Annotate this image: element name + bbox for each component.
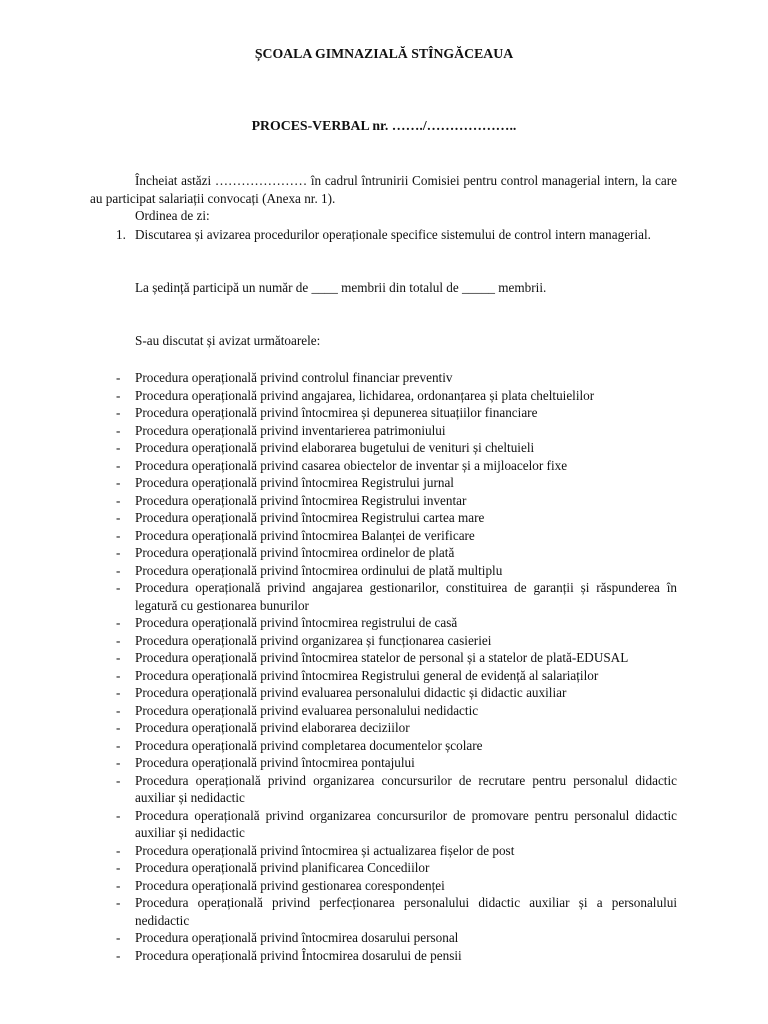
procedure-text: Procedura operațională privind întocmirea ordinului de plată multiplu: [135, 562, 503, 578]
bullet-dash: -: [116, 877, 121, 893]
procedure-item: [116, 807, 677, 842]
intro-paragraph: Încheiat astăzi ………………… în cadrul întrunirii Comisiei pentru control managerial intern, la care au participat salariații convocați (Anexa nr. 1).: [90, 173, 677, 206]
procedure-item: [116, 492, 677, 510]
procedure-text: Procedura operațională privind întocmirea dosarului personal: [135, 930, 459, 945]
procedures-list: [116, 369, 677, 964]
participants-line: La ședință participă un număr de ____ membrii din totalul de _____ membrii.: [135, 280, 547, 295]
bullet-dash: -: [116, 370, 121, 385]
procedure-item: [116, 387, 677, 405]
procedure-text: Procedura operațională privind controlul financiar preventiv: [135, 370, 453, 385]
bullet-dash: -: [116, 842, 121, 858]
bullet-dash: -: [116, 492, 121, 508]
procedure-text: Procedura operațională privind întocmirea pontajului: [135, 755, 415, 770]
procedure-text: Procedura operațională privind completarea documentelor școlare: [135, 737, 483, 753]
procedure-item: [116, 649, 677, 667]
bullet-dash: -: [116, 580, 121, 595]
procedure-text: Procedura operațională privind inventarierea patrimoniului: [135, 422, 446, 438]
procedure-text: Procedura operațională privind casarea obiectelor de inventar și a mijloacelor fixe: [135, 457, 568, 473]
bullet-dash: -: [116, 615, 121, 630]
bullet-dash: -: [116, 562, 121, 578]
procedure-item: [116, 562, 677, 580]
procedure-item: [116, 929, 677, 947]
bullet-dash: -: [116, 667, 121, 683]
procedure-text: Procedura operațională privind întocmirea ordinelor de plată: [135, 545, 455, 560]
bullet-dash: -: [116, 737, 121, 753]
bullet-dash: -: [116, 422, 121, 438]
procedure-text: Procedura operațională privind gestionarea corespondenței: [135, 877, 445, 893]
bullet-dash: -: [116, 702, 121, 718]
procedure-item: [116, 457, 677, 475]
procedure-item: [116, 877, 677, 895]
procedure-item: [116, 737, 677, 755]
procedure-item: [116, 947, 677, 965]
procedure-text: Procedura operațională privind întocmirea și depunerea situațiilor financiare: [135, 405, 538, 420]
bullet-dash: -: [116, 720, 121, 735]
procedure-item: [116, 667, 677, 685]
bullet-dash: -: [116, 947, 121, 963]
procedure-text: Procedura operațională privind întocmirea Balanței de verificare: [135, 527, 475, 543]
procedure-text: Procedura operațională privind întocmirea Registrului inventar: [135, 492, 467, 508]
bullet-dash: -: [116, 457, 121, 473]
discussed-label: S-au discutat și avizat următoarele:: [135, 333, 321, 348]
procedure-text: Procedura operațională privind întocmirea Registrului jurnal: [135, 475, 454, 490]
procedure-item: [116, 719, 677, 737]
procedure-item: [116, 684, 677, 702]
procedure-item: [116, 614, 677, 632]
procedure-item: [116, 579, 677, 614]
bullet-dash: -: [116, 807, 121, 823]
procedure-text: Procedura operațională privind organizarea concursurilor de promovare pentru personalul didactic auxiliar și nedidactic: [135, 807, 677, 840]
bullet-dash: -: [116, 860, 121, 875]
procedure-item: [116, 369, 677, 387]
document-title: PROCES-VERBAL nr. ……./………………..: [251, 118, 517, 133]
bullet-dash: -: [116, 387, 121, 403]
procedure-text: Procedura operațională privind organizarea și funcționarea casieriei: [135, 632, 492, 648]
procedure-item: [116, 422, 677, 440]
procedure-item: [116, 859, 677, 877]
bullet-dash: -: [116, 510, 121, 525]
agenda-label: Ordinea de zi:: [135, 208, 210, 223]
procedure-text: Procedura operațională privind angajarea gestionarilor, constituirea de garanții și răspunderea în legatură cu gestionarea bunurilor: [135, 580, 677, 613]
procedure-text: Procedura operațională privind organizarea concursurilor de recrutare pentru personalul didactic auxiliar și nedidactic: [135, 772, 677, 805]
procedure-item: [116, 754, 677, 772]
procedure-item: [116, 404, 677, 422]
bullet-dash: -: [116, 895, 121, 910]
procedure-text: Procedura operațională privind evaluarea personalului nedidactic: [135, 702, 479, 718]
procedure-text: Procedura operațională privind perfecționarea personalului didactic auxiliar și a personalului nedidactic: [135, 895, 677, 928]
bullet-dash: -: [116, 545, 121, 560]
agenda-item-text: Discutarea și avizarea procedurilor operaționale specifice sistemului de control intern managerial.: [135, 227, 651, 242]
agenda-item: [116, 226, 677, 244]
procedure-item: [116, 842, 677, 860]
procedure-item: [116, 702, 677, 720]
procedure-text: Procedura operațională privind întocmirea și actualizarea fișelor de post: [135, 842, 515, 858]
procedure-item: [116, 527, 677, 545]
procedure-text: Procedura operațională privind evaluarea personalului didactic și didactic auxiliar: [135, 685, 567, 700]
bullet-dash: -: [116, 930, 121, 945]
procedure-item: [116, 632, 677, 650]
bullet-dash: -: [116, 475, 121, 490]
bullet-dash: -: [116, 755, 121, 770]
bullet-dash: -: [116, 527, 121, 543]
procedure-item: [116, 439, 677, 457]
procedure-item: [116, 894, 677, 929]
bullet-dash: -: [116, 772, 121, 788]
bullet-dash: -: [116, 650, 121, 665]
bullet-dash: -: [116, 440, 121, 455]
procedure-text: Procedura operațională privind angajarea, lichidarea, ordonanțarea și plata cheltuielilor: [135, 387, 595, 403]
procedure-text: Procedura operațională privind elaborarea deciziilor: [135, 720, 410, 735]
bullet-dash: -: [116, 632, 121, 648]
procedure-item: [116, 772, 677, 807]
procedure-text: Procedura operațională privind elaborarea bugetului de venituri și cheltuieli: [135, 440, 535, 455]
bullet-dash: -: [116, 405, 121, 420]
procedure-text: Procedura operațională privind întocmirea Registrului general de evidență al salariaților: [135, 667, 599, 683]
procedure-item: [116, 509, 677, 527]
procedure-text: Procedura operațională privind întocmirea registrului de casă: [135, 615, 458, 630]
school-name: ȘCOALA GIMNAZIALĂ STÎNGĂCEAUA: [254, 46, 514, 61]
bullet-dash: -: [116, 685, 121, 700]
procedure-text: Procedura operațională privind întocmirea Registrului cartea mare: [135, 510, 485, 525]
procedure-item: [116, 544, 677, 562]
agenda-item-number: 1.: [116, 227, 126, 242]
procedure-text: Procedura operațională privind întocmirea statelor de personal și a statelor de plată-EDUSAL: [135, 650, 629, 665]
procedure-item: [116, 474, 677, 492]
procedure-text: Procedura operațională privind Întocmirea dosarului de pensii: [135, 947, 462, 963]
procedure-text: Procedura operațională privind planificarea Concediilor: [135, 860, 430, 875]
